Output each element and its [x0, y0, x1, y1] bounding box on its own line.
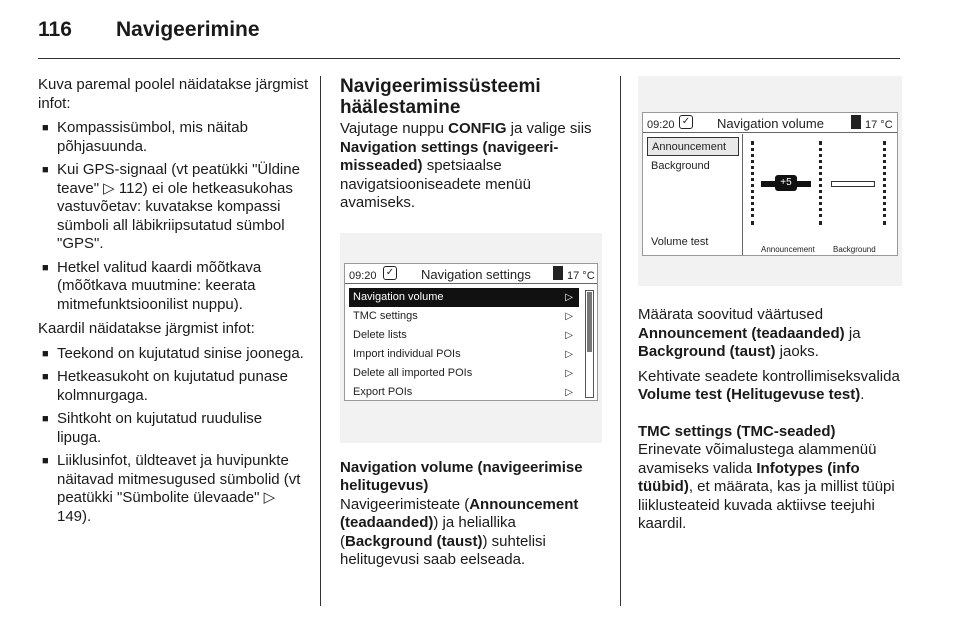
column-divider-2 — [620, 76, 621, 606]
screen-time: 09:20 — [647, 119, 675, 131]
checkmark-icon: ✓ — [679, 115, 693, 129]
set-values-paragraph: Määrata soovitud väärtused Announcement (teadaanded) ja Background (taust) jaoks. — [638, 306, 861, 360]
list-item: ■ Kui GPS-signaal (vt peatükki "Üldine teave" ▷ 112) ei ole hetkeasukohas vastuvõetav: kuvatakse kompassi sümboli all läbikriipsutatud sümbol "GPS". — [38, 161, 310, 254]
list-item: ■ Liiklusinfot, üldteavet ja huvipunkte näitavad mitmesugused sümbolid (vt peatükki "Sümbolite ülevaade" ▷ 149). — [38, 452, 310, 526]
menu-item-background[interactable]: Background — [651, 160, 710, 172]
scale-dots — [819, 141, 822, 225]
list-item: ■ Hetkeasukoht on kujutatud punase kolmnurgaga. — [38, 368, 310, 405]
menu-item-delete-lists[interactable]: Delete lists ▷ — [349, 326, 579, 345]
background-slider[interactable] — [831, 181, 875, 187]
menu-item-import-pois[interactable]: Import individual POIs ▷ — [349, 345, 579, 364]
column-divider-1 — [320, 76, 321, 606]
chevron-right-icon: ▷ — [565, 329, 573, 341]
list-item: ■ Sihtkoht on kujutatud ruudulise lipuga. — [38, 410, 310, 447]
volume-paragraph: Navigeerimisteate (Announcement (teadaanded)) ja heliallika (Background (taust)) suhtelisi helitugevusi saab eelseada. — [340, 495, 579, 568]
config-paragraph: Vajutage nuppu CONFIG ja valige siis Navigation settings (navigeeri-misseaded) spetsiaalse navigatsiooniseadete menüü avamiseks. — [340, 120, 592, 211]
menu-item-announcement[interactable]: Announcement — [647, 137, 739, 156]
menu-item-volume-test[interactable]: Volume test — [651, 236, 709, 248]
scale-dots — [751, 141, 754, 225]
chevron-right-icon: ▷ — [565, 348, 573, 360]
menu-item-tmc-settings[interactable]: TMC settings ▷ — [349, 307, 579, 326]
list-item: ■ Teekond on kujutatud sinise joonega. — [38, 345, 310, 364]
label-background: Background — [833, 245, 876, 254]
checkmark-icon: ✓ — [383, 266, 397, 280]
display-info-list — [38, 119, 310, 314]
screen-temp: 17 °C — [865, 119, 893, 131]
scale-dots — [883, 141, 886, 225]
menu-item-export-pois[interactable]: Export POIs ▷ — [349, 383, 579, 402]
screen-title: Navigation settings — [421, 266, 531, 282]
tmc-paragraph: Erinevate võimalustega alammenüü avamiseks valida Infotypes (info tüübid), et määrata, kas ja millist tüüpi liiklusteateid kuvada aktiivse teejuhi kaardil. — [638, 441, 895, 532]
navigation-settings-screenshot — [340, 233, 602, 443]
screen-title: Navigation volume — [717, 116, 824, 131]
scrollbar[interactable] — [585, 290, 594, 398]
volume-test-paragraph: Kehtivate seadete kontrollimiseksvalida Volume test (Helitugevuse test). — [638, 367, 900, 403]
screen-temp: 17 °C — [567, 269, 595, 282]
column-1 — [38, 76, 310, 532]
column-2 — [340, 76, 608, 576]
chevron-right-icon: ▷ — [565, 367, 573, 379]
screen-time: 09:20 — [349, 269, 377, 282]
battery-icon — [851, 115, 861, 129]
list-item: ■ Hetkel valitud kaardi mõõtkava (mõõtkava muutmine: keerata mitmefunktsioonilist nuppu). — [38, 259, 310, 315]
battery-icon — [553, 266, 563, 280]
column-3 — [638, 76, 904, 540]
subheading-navigation-volume: Navigation volume (navigeerimise helitugevus) — [340, 458, 583, 494]
chevron-right-icon: ▷ — [565, 291, 573, 303]
map-info-list — [38, 345, 310, 527]
page-number: 116 — [38, 18, 72, 41]
navigation-volume-screenshot — [638, 76, 902, 286]
page-title: Navigeerimine — [116, 18, 260, 41]
intro-text: Kuva paremal poolel näidatakse järgmist infot: — [38, 76, 309, 112]
list-item: ■ Kompassisümbol, mis näitab põhjasuunda. — [38, 119, 310, 156]
header-rule — [38, 58, 900, 59]
chevron-right-icon: ▷ — [565, 386, 573, 398]
chevron-right-icon: ▷ — [565, 310, 573, 322]
section-heading: Navigeerimissüsteemi häälestamine — [340, 76, 541, 118]
announcement-value-badge: +5 — [775, 175, 797, 191]
menu-item-navigation-volume[interactable]: Navigation volume ▷ — [349, 288, 579, 307]
subheading-tmc-settings: TMC settings (TMC-seaded) — [638, 422, 836, 440]
label-announcement: Announcement — [761, 245, 815, 254]
intro-text-2: Kaardil näidatakse järgmist infot: — [38, 320, 255, 337]
menu-item-delete-pois[interactable]: Delete all imported POIs ▷ — [349, 364, 579, 383]
